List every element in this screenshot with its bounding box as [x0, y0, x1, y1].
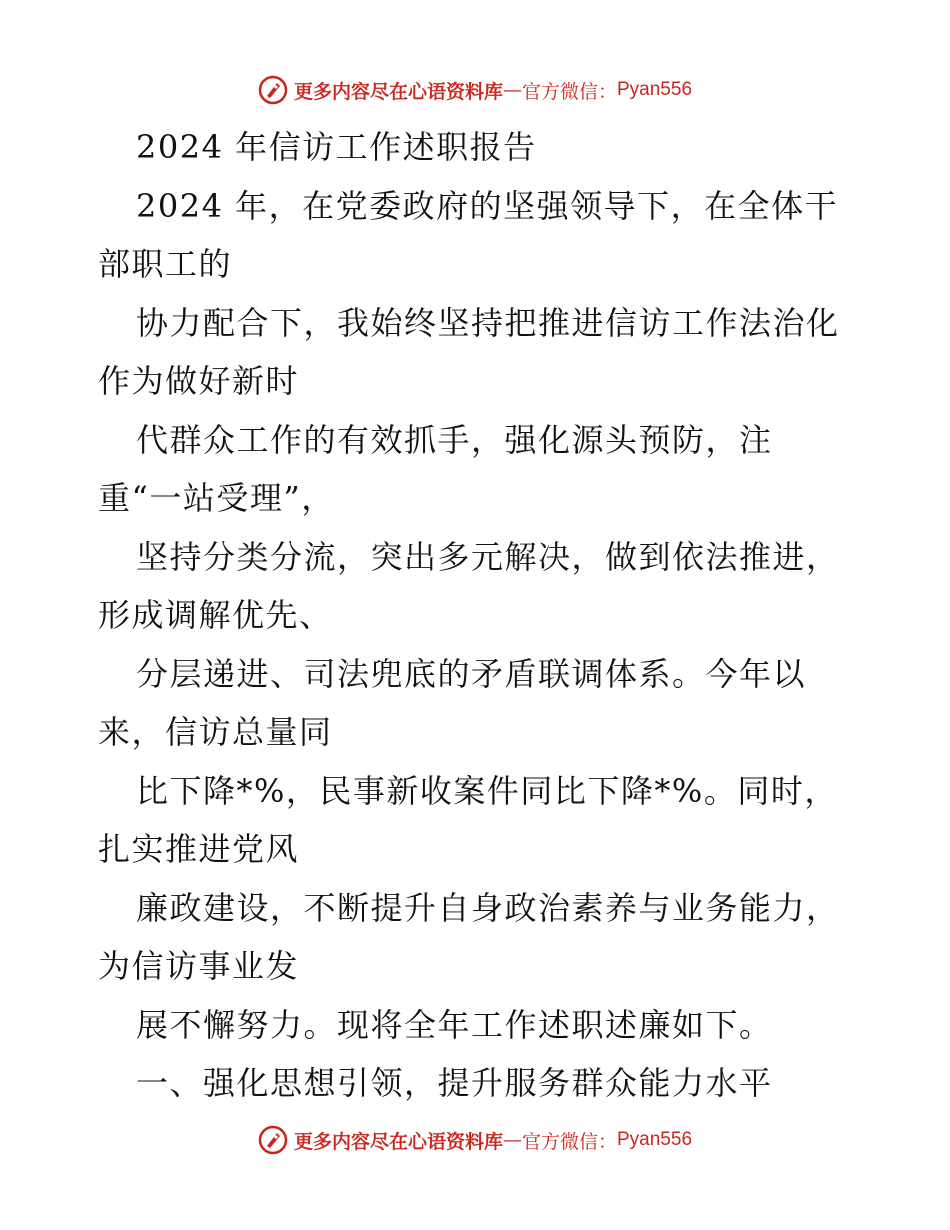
- banner-wechat-label: 官方微信：: [521, 80, 617, 103]
- paragraph-line: 廉政建设，不断提升自身政治素养与业务能力，: [136, 888, 840, 927]
- paragraph-line: 坚持分类分流，突出多元解决，做到依法推进，: [136, 537, 840, 576]
- paragraph-line: 协力配合下，我始终坚持把推进信访工作法治化: [136, 303, 840, 342]
- banner-wechat-id: Pyan556: [617, 1129, 693, 1150]
- pen-nib-seal-icon: [258, 75, 288, 105]
- banner-wechat-id: Pyan556: [617, 79, 693, 100]
- document-title: 2024 年信访工作述职报告: [136, 128, 537, 166]
- paragraph-line: 分层递进、司法兜底的矛盾联调体系。今年以: [136, 654, 807, 693]
- paragraph-line: 展不懈努力。现将全年工作述职述廉如下。: [136, 1005, 773, 1044]
- banner-dash: —: [502, 79, 522, 101]
- banner-site-name: 更多内容尽在心语资料库: [293, 80, 503, 103]
- banner-dash: —: [502, 1129, 522, 1151]
- paragraph-line: 代群众工作的有效抓手，强化源头预防，注: [136, 420, 773, 459]
- paragraph-line: 2024 年，在党委政府的坚强领导下，在全体干: [136, 186, 839, 225]
- banner-wechat-label: 官方微信：: [521, 1130, 617, 1153]
- paragraph-line: 部职工的: [98, 245, 233, 283]
- header-banner: [0, 70, 950, 110]
- paragraph-line: 重“一站受理”，: [98, 479, 335, 517]
- section-heading: 一、强化思想引领，提升服务群众能力水平: [136, 1064, 773, 1102]
- paragraph-line: 扎实推进党风: [98, 830, 300, 868]
- paragraph-line: 作为做好新时: [98, 362, 300, 400]
- paragraph-line: 形成调解优先、: [98, 596, 333, 634]
- paragraph-line: 比下降*%，民事新收案件同比下降*%。同时，: [136, 771, 838, 810]
- paragraph-line: 来，信访总量同: [98, 713, 333, 751]
- footer-banner: [0, 1120, 950, 1160]
- document-body: [98, 118, 868, 1113]
- paragraph-line: 为信访事业发: [98, 947, 300, 985]
- banner-site-name: 更多内容尽在心语资料库: [293, 1130, 503, 1153]
- pen-nib-seal-icon: [258, 1125, 288, 1155]
